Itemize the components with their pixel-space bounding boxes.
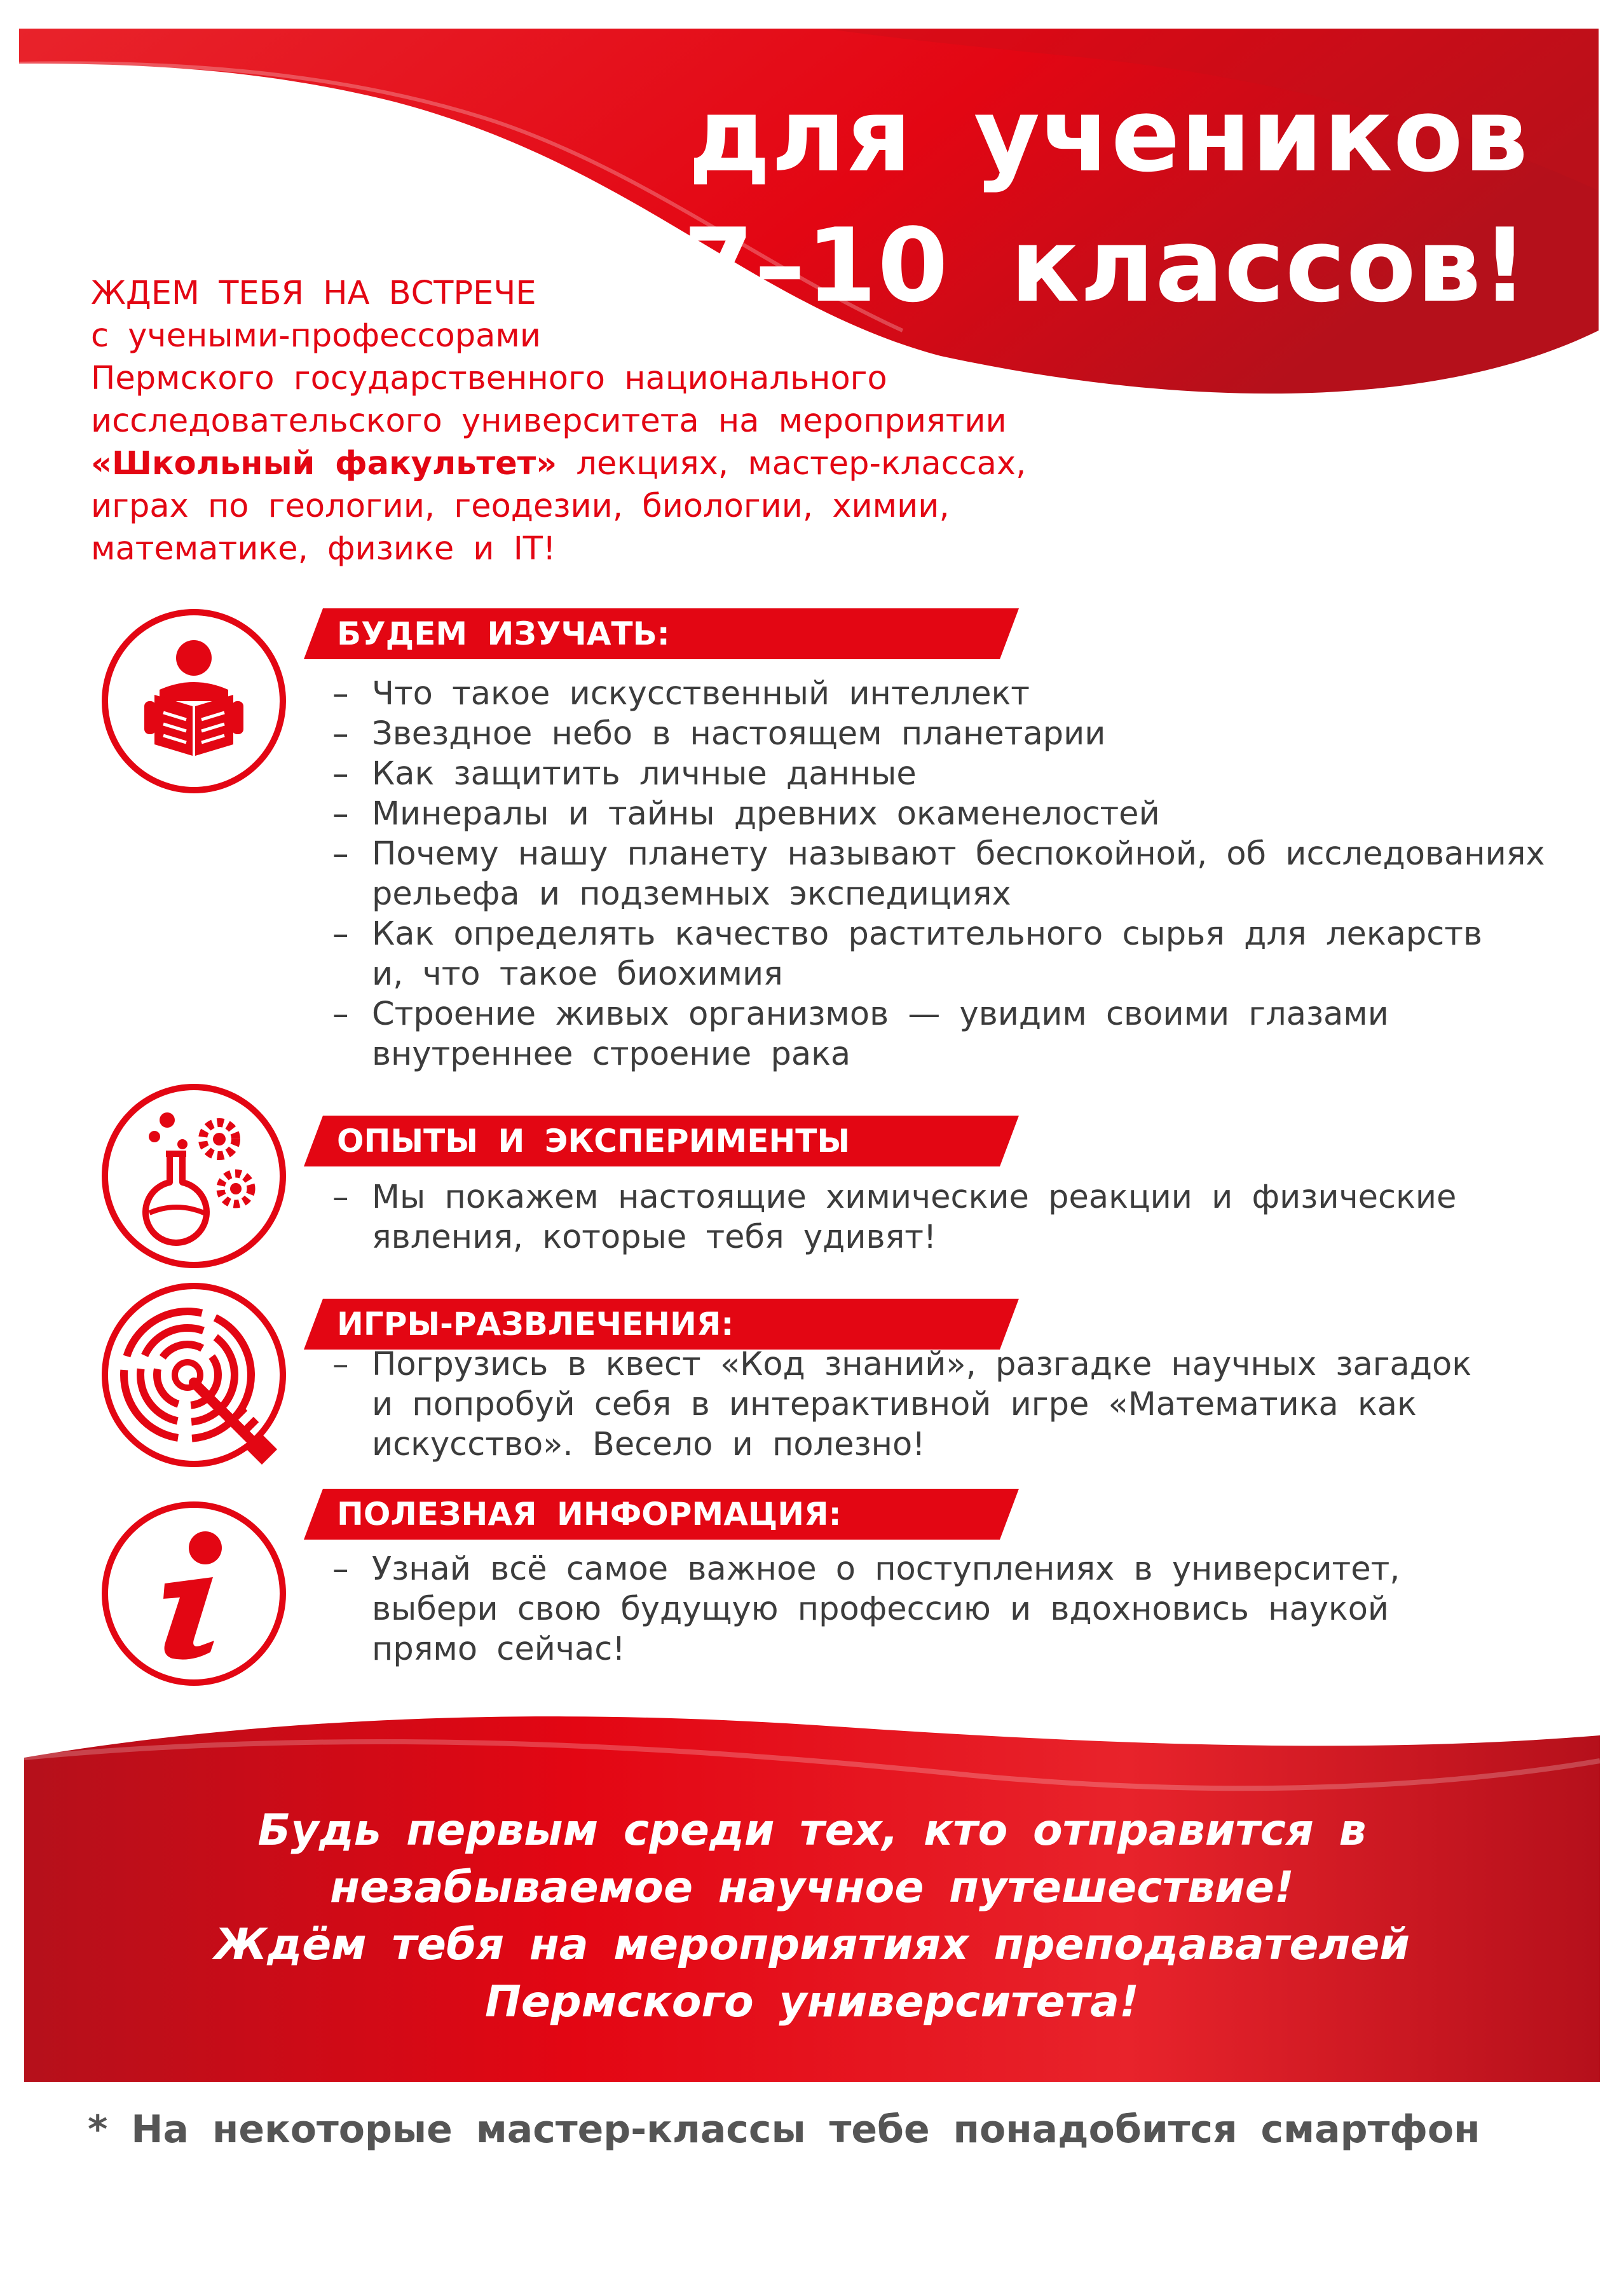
- section-title-info: ПОЛЕЗНАЯ ИНФОРМАЦИЯ:: [337, 1496, 842, 1533]
- list-item: – Почему нашу планету называют беспокойной, об исследованиях рельефа и подземных экспедициях: [332, 834, 1572, 914]
- section-title-learn: БУДЕМ ИЗУЧАТЬ:: [337, 615, 670, 652]
- section-title-games: ИГРЫ-РАЗВЛЕЧЕНИЯ:: [337, 1306, 734, 1343]
- intro-line-4: исследовательского университета на мероприятии: [91, 402, 1007, 440]
- event-name: «Школьный факультет»: [91, 445, 557, 482]
- list-item: – Минералы и тайны древних окаменелостей: [332, 794, 1572, 834]
- intro-line-5-rest: лекциях, мастер-классах,: [557, 445, 1027, 482]
- list-item: – Строение живых организмов — увидим своими глазами внутреннее строение рака: [332, 994, 1572, 1074]
- cta-line-1: Будь первым среди тех, кто отправится в: [257, 1805, 1367, 1856]
- intro-line-3: Пермского государственного национального: [91, 360, 887, 397]
- intro-line-6: играх по геологии, геодезии, биологии, химии,: [91, 488, 950, 525]
- list-item: – Как защитить личные данные: [332, 754, 1572, 794]
- list-item: – Что такое искусственный интеллект: [332, 674, 1572, 714]
- call-to-action: [25, 1802, 1599, 2031]
- list-item: – Как определять качество растительного сырья для лекарств и, что такое биохимия: [332, 914, 1572, 994]
- section-title-experiments: ОПЫТЫ И ЭКСПЕРИМЕНТЫ: [337, 1123, 850, 1159]
- cta-line-2: незабываемое научное путешествие!: [330, 1863, 1294, 1913]
- intro-line-2: с учеными-профессорами: [91, 317, 542, 355]
- list-item: – Узнай всё самое важное о поступлениях в университет, выбери свою будущую профессию и вдохновись наукой прямо сейчас!: [332, 1549, 1572, 1669]
- list-item: – Звездное небо в настоящем планетарии: [332, 714, 1572, 754]
- footnote: * На некоторые мастер-классы тебе понадобится смартфон: [88, 2107, 1480, 2152]
- cta-line-3: Ждём тебя на мероприятиях преподавателей: [214, 1920, 1410, 1970]
- headline-line-1: для учеников: [688, 76, 1529, 195]
- list-item: – Погрузись в квест «Код знаний», разгадке научных загадок и попробуй себя в интерактивной игре «Математика как искусство». Весело и полезно!: [332, 1344, 1572, 1465]
- cta-line-4: Пермского университета!: [485, 1977, 1139, 2027]
- headline-line-2: 7–10 классов!: [683, 206, 1529, 325]
- intro-line-1: ЖДЕМ ТЕБЯ НА ВСТРЕЧЕ: [91, 275, 536, 312]
- list-item: – Мы покажем настоящие химические реакции и физические явления, которые тебя удивят!: [332, 1177, 1572, 1257]
- intro-line-7: математике, физике и IT!: [91, 530, 556, 568]
